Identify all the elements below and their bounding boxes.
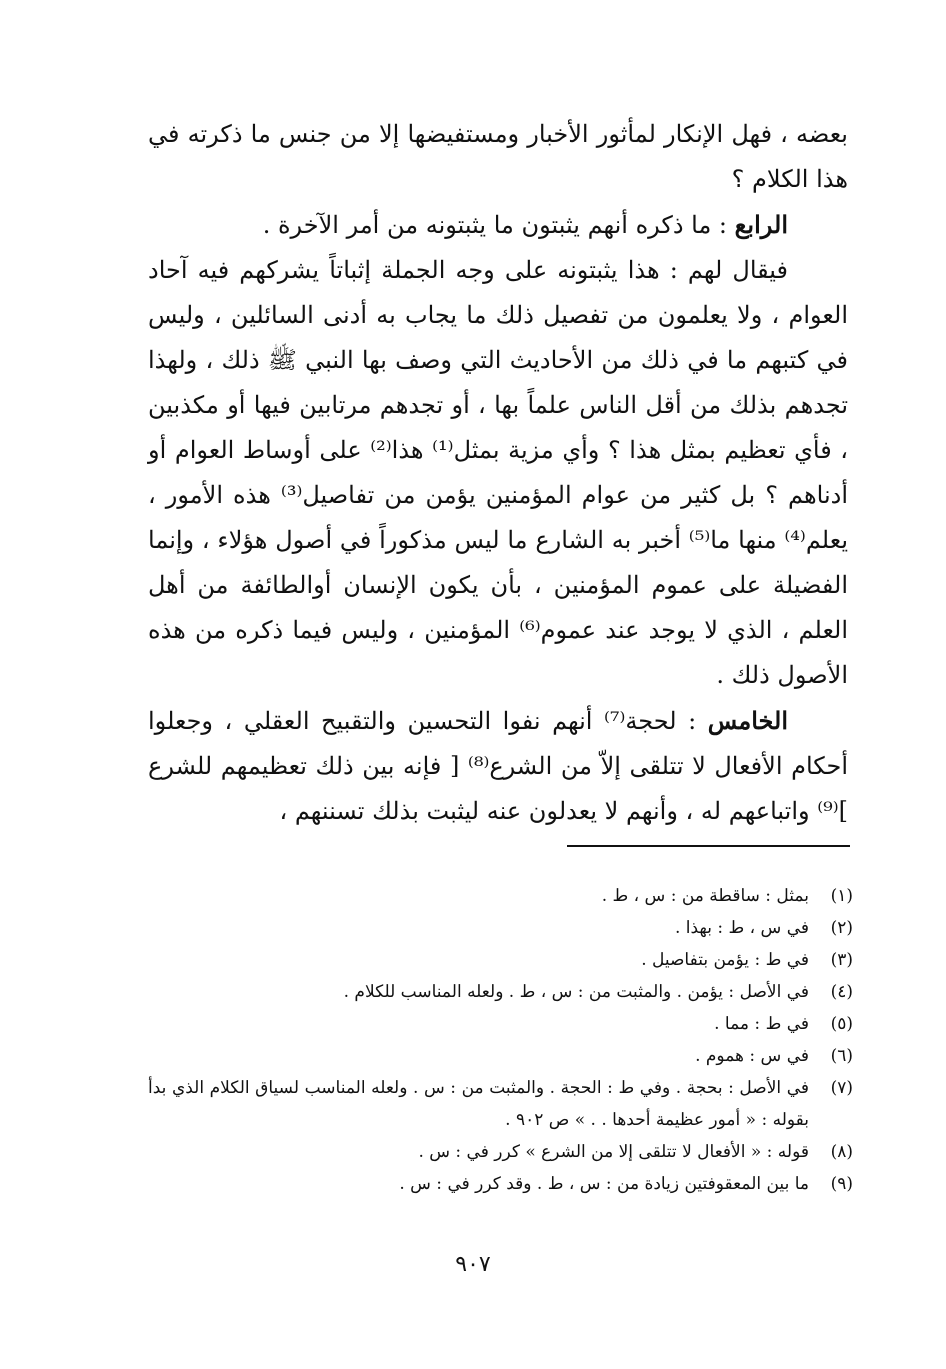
paragraph-1: بعضه ، فهل الإنكار لمأثور الأخبار ومستفيضها إلا من جنس ما ذكرته في هذا الكلام ؟ [148, 120, 848, 193]
footnote-number: (٩) [830, 1174, 853, 1194]
paragraph-2 [148, 202, 848, 248]
footnote-text: ما بين المعقوفتين زيادة من : س ، ط . وقد كرر في : س . [399, 1174, 809, 1194]
paragraph-4-heading: الخامس [707, 706, 788, 735]
footnote-number: (٨) [830, 1142, 853, 1162]
footnote-number: (١) [830, 886, 853, 906]
footnote-text: في س : هموم . [695, 1046, 809, 1066]
footnote [148, 1072, 853, 1136]
paragraph-2-heading: الرابع [734, 210, 788, 239]
footnote-text: بمثل : ساقطة من : س ، ط . [601, 886, 809, 906]
footnote [148, 1136, 853, 1168]
footnote-text: في ط : مما . [714, 1014, 809, 1034]
footnote-text: في الأصل : بحجة . وفي ط : الحجة . والمثبت من : س . ولعله المناسب لسياق الكلام الذي بدأ بقوله : « أمور عظيمة أحدها . . » ص ٩٠٢ . [148, 1078, 809, 1130]
footnote [148, 912, 853, 944]
footnotes [148, 880, 853, 1200]
footnote [148, 1168, 853, 1200]
paragraph-2-text: : ما ذكره أنهم يثبتون ما يثبتونه من أمر الآخرة . [262, 211, 735, 239]
footnote-text: في الأصل : يؤمن . والمثبت من : س ، ط . ولعله المناسب للكلام . [343, 982, 809, 1002]
page-number: ٩٠٧ [455, 1252, 491, 1277]
footnote-number: (٢) [830, 918, 853, 938]
footnote-text: قوله : « الأفعال لا تتلقى إلا من الشرع » كرر في : س . [418, 1142, 809, 1162]
footnote [148, 976, 853, 1008]
footnote [148, 880, 853, 912]
footnote-text: في ط : يؤمن بتفاصيل . [641, 950, 809, 970]
footnote-text: في س ، ط : بهذا . [674, 918, 809, 938]
footnote [148, 1040, 853, 1072]
footnote [148, 944, 853, 976]
paragraph-4-text: : لحجة⁽⁷⁾ أنهم نفوا التحسين والتقبيح العقلي ، وجعلوا أحكام الأفعال لا تتلقى إلاّ من الشرع⁽⁸⁾ [ فإنه بين ذلك تعظيمهم للشرع ]⁽⁹⁾ واتباعهم له ، وأنهم لا يعدلون عنه ليثبت بذلك تسننهم ، [148, 707, 849, 825]
footnote-number: (٦) [830, 1046, 853, 1066]
footnote [148, 1008, 853, 1040]
main-text [148, 112, 848, 834]
paragraph-4 [148, 698, 848, 834]
paragraph-3: فيقال لهم : هذا يثبتونه على وجه الجملة إثباتاً يشركهم فيه آحاد العوام ، ولا يعلمون من تفصيل ذلك ما يجاب به أدنى السائلين ، وليس في كتبهم ما في ذلك من الأحاديث التي وصف بها النبي ﷺ ذلك ، ولهذا تجدهم بذلك من أقل الناس علماً بها ، أو تجدهم مرتابين فيها أو مكذبين ، فأي تعظيم بمثل هذا ؟ وأي مزية بمثل⁽¹⁾ هذا⁽²⁾ على أوساط العوام أو أدناهم ؟ بل كثير من عوام المؤمنين يؤمن من تفاصيل⁽³⁾ هذه الأمور ، يعلم⁽⁴⁾ منها ما⁽⁵⁾ أخبر به الشارع ما ليس مذكوراً في أصول هؤلاء ، وإنما الفضيلة على عموم المؤمنين ، بأن يكون الإنسان أوالطائفة من أهل العلم ، الذي لا يوجد عند عموم⁽⁶⁾ المؤمنين ، وليس فيما ذكره من هذه الأصول ذلك . [148, 256, 849, 689]
footnote-number: (٣) [830, 950, 853, 970]
footnote-separator [567, 845, 850, 847]
footnote-number: (٥) [830, 1014, 853, 1034]
footnote-number: (٤) [830, 982, 853, 1002]
footnote-number: (٧) [830, 1078, 853, 1098]
